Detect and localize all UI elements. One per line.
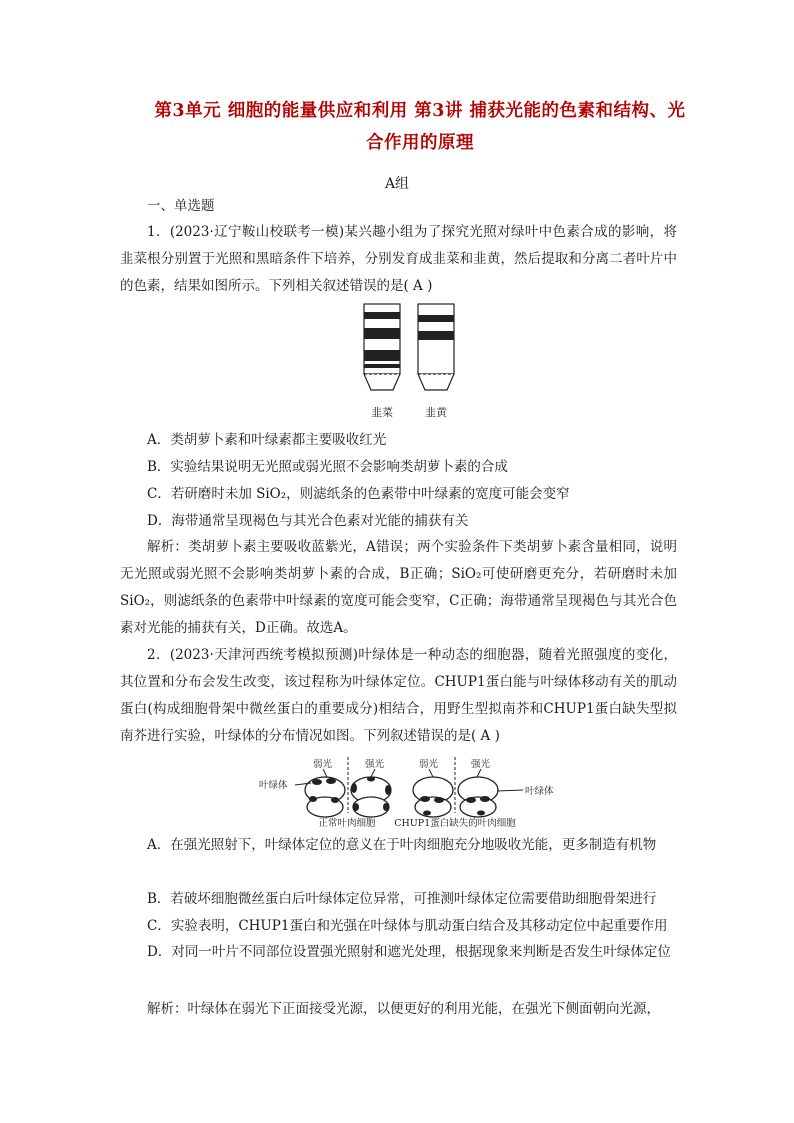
question-1-stem: 1．(2023·辽宁鞍山校联考一模)某兴趣小组为了探究光照对绿叶中色素合成的影响，将韭菜根分别置于光照和黑暗条件下培养，分别发育成韭菜和韭黄，然后提取和分离二者叶片中的色素，结果如图所示。下列相关叙述错误的是( A ) [120,224,677,294]
group-label: A组 [384,176,410,192]
chloroplast-label-right: 叶绿体 [525,786,554,797]
strong-light-label-left: 强光 [365,759,385,770]
question-2-stem: 2．(2023·天津河西统考模拟预测)叶绿体是一种动态的细胞器，随着光照强度的变化，其位置和分布会发生改变，该过程称为叶绿体定位。CHUP1蛋白能与叶绿体移动有关的肌动蛋白(构成细胞骨架中微丝蛋白的重要成分)相结合，用野生型拟南芥和CHUP1蛋白缺失型拟南芥进行实验，叶绿体的分布情况如图。下列叙述错误的是( A ) [120,647,677,744]
paper-strip-left [364,304,400,390]
weak-light-label-left: 弱光 [313,759,333,770]
label-jiucai: 韭菜 [371,406,393,419]
q2-option-d: D．对同一叶片不同部位设置强光照射和遮光处理，根据现象来判断是否发生叶绿体定位 [147,944,671,960]
strong-light-label-right: 强光 [471,759,491,770]
chup1-deficient-cells [394,757,554,827]
normal-cells [259,757,391,827]
q2-option-a: A．在强光照射下，叶绿体定位的意义在于叶肉细胞充分地吸收光能，更多制造有机物 [147,837,657,853]
q1-option-d: D．海带通常呈现褐色与其光合色素对光能的捕获有关 [147,513,469,529]
q1-option-c: C．若研磨时未加 SiO₂，则滤纸条的色素带中叶绿素的宽度可能会变窄 [147,486,570,502]
chloroplast-label-left: 叶绿体 [259,780,288,791]
q2-option-b: B．若破坏细胞微丝蛋白后叶绿体定位异常，可推测叶绿体定位需要借助细胞骨架进行 [147,891,657,907]
q1-analysis: 解析：类胡萝卜素主要吸收蓝紫光，A错误；两个实验条件下类胡萝卜素含量相同，说明无光照或弱光照不会影响类胡萝卜素的合成，B正确；SiO₂可使研磨更充分，若研磨时未加SiO₂，则滤纸条的色素带中叶绿素的宽度可能会变窄，C正确；海带通常呈现褐色与其光合色素对光能的捕获有关，D正确。故选A。 [120,539,677,636]
caption-chup1-cells: CHUP1蛋白缺失的叶肉细胞 [394,818,516,827]
q1-option-b: B．实验结果说明无光照或弱光照不会影响类胡萝卜素的合成 [147,459,508,475]
q2-option-c: C．实验表明，CHUP1蛋白和光强在叶绿体与肌动蛋白结合及其移动定位中起重要作用 [147,918,668,934]
caption-normal-cells: 正常叶肉细胞 [318,818,376,827]
chloroplast-figure [255,755,565,831]
document-title: 第3单元 细胞的能量供应和利用 第3讲 捕获光能的色素和结构、光合作用的原理 [154,101,686,153]
q1-option-a: A．类胡萝卜素和叶绿素都主要吸收红光 [147,432,387,448]
section-heading: 一、单选题 [147,198,215,214]
q2-analysis: 解析：叶绿体在弱光下正面接受光源，以便更好的利用光能，在强光下侧面朝向光源， [147,1001,660,1017]
paper-strip-right [418,304,454,390]
label-jiuhuang: 韭黄 [425,406,447,419]
weak-light-label-right: 弱光 [419,759,439,770]
chromatography-figure [352,300,472,429]
